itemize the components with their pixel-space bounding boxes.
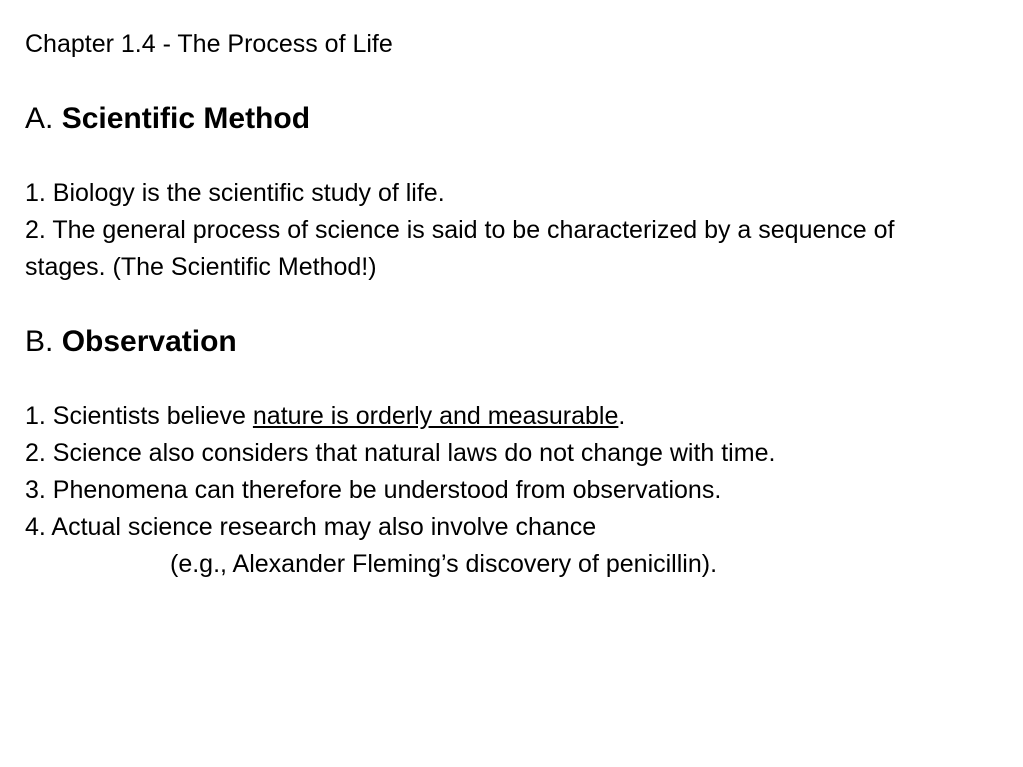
section-a-item-2: 2. The general process of science is said to be characterized by a sequence of stages. (The Scientific Method!) — [25, 216, 895, 281]
section-b-item-4: 4. Actual science research may also involve chance — [25, 513, 597, 541]
section-b-item-1 — [25, 398, 1005, 435]
section-b-heading — [25, 323, 1005, 361]
section-a-heading — [25, 100, 1005, 138]
section-b-prefix: B. — [25, 325, 62, 358]
section-b-item-2: 2. Science also considers that natural laws do not change with time. — [25, 439, 776, 467]
slide-content — [25, 26, 1005, 583]
page-title: Chapter 1.4 - The Process of Life — [25, 30, 393, 58]
section-a-item-1: 1. Biology is the scientific study of life. — [25, 179, 445, 207]
section-b-item-1-after: . — [618, 402, 626, 430]
section-a-prefix: A. — [25, 102, 62, 135]
section-b-item-4-example: (e.g., Alexander Fleming’s discovery of penicillin). — [170, 550, 718, 578]
section-b-title: Observation — [61, 325, 237, 358]
section-a-title: Scientific Method — [61, 102, 311, 135]
underlined-phrase: nature is orderly and measurable — [252, 402, 619, 430]
section-b-item-3: 3. Phenomena can therefore be understood from observations. — [25, 476, 722, 504]
section-b-item-1-before: 1. Scientists believe — [25, 402, 253, 430]
